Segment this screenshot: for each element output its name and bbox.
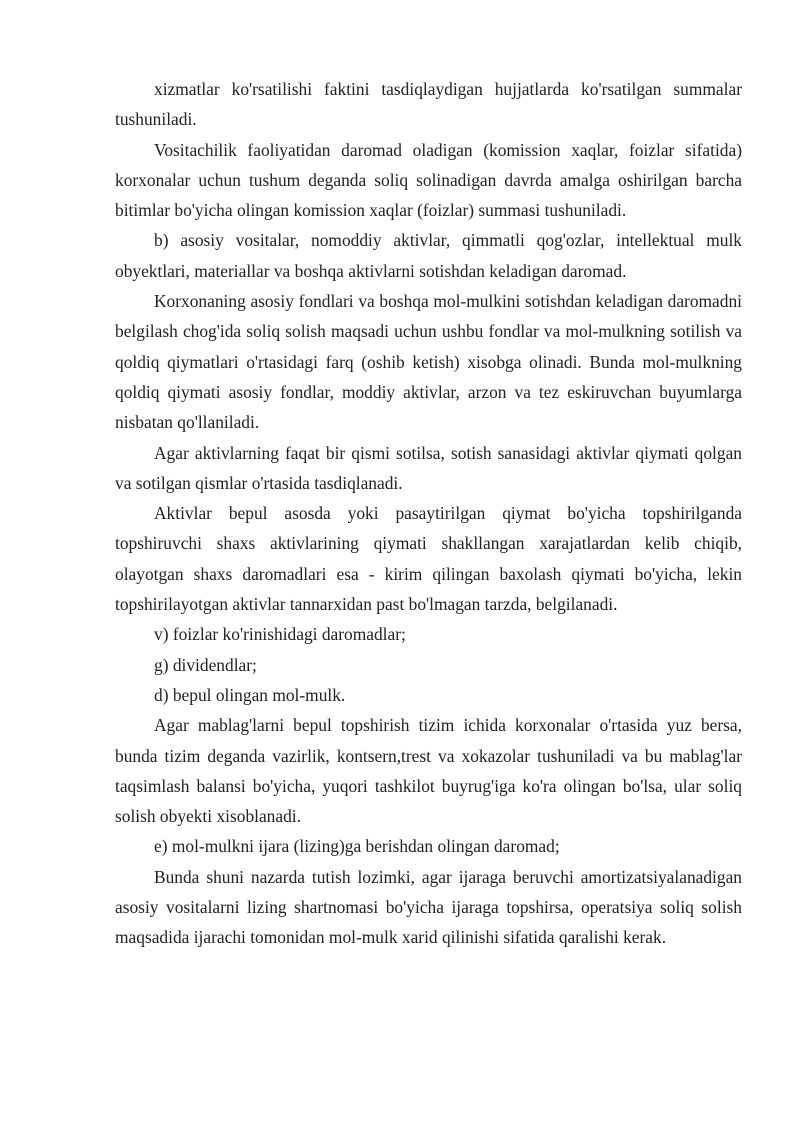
list-item-v: v) foizlar ko'rinishidagi daromadlar; [154, 624, 406, 645]
paragraph-free-transfer: Aktivlar bepul asosda yoki pasaytirilgan qiymat bo'yicha topshirilganda topshiruvchi shaxs aktivlarining qiymati shakllangan xarajatlardan kelib chiqib, olayotgan shaxs daromadlari esa - kirim qilingan baxolash qiymati bo'yicha, lekin topshirilayotgan aktivlar tannarxidan past bo'lmagan tarzda, belgilanadi. [115, 503, 742, 615]
document-page [115, 74, 742, 953]
paragraph-leasing: Bunda shuni nazarda tutish lozimki, agar ijaraga beruvchi amortizatsiyalanadigan asosiy vositalarni lizing shartnomasi bo'yicha ijaraga topshirsa, operatsiya soliq solish maqsadida ijarachi tomonidan mol-mulk xarid qilinishi sifatida qaralishi kerak. [115, 866, 742, 948]
paragraph-partial-sale: Agar aktivlarning faqat bir qismi sotilsa, sotish sanasidagi aktivlar qiymati qolgan va sotilgan qismlar o'rtasida tasdiqlanadi. [115, 442, 742, 493]
list-item-g: g) dividendlar; [154, 654, 257, 675]
list-item-e: e) mol-mulkni ijara (lizing)ga berishdan olingan daromad; [154, 836, 560, 857]
list-item-d: d) bepul olingan mol-mulk. [154, 684, 346, 705]
paragraph-system-transfer: Agar mablag'larni bepul topshirish tizim ichida korxonalar o'rtasida yuz bersa, bunda tizim deganda vazirlik, kontsern,trest va xokazolar tushuniladi va bu mablag'lar taqsimlash balansi bo'yicha, yuqori tashkilot buyrug'iga ko'ra olingan bo'lsa, ular soliq solish obyekti xisoblanadi. [115, 715, 742, 827]
paragraph-commission-revenue: Vositachilik faoliyatidan daromad oladigan (komission xaqlar, foizlar sifatida) korxonalar uchun tushum deganda soliq solinadigan davrda amalga oshirilgan barcha bitimlar bo'yicha olingan komission xaqlar (foizlar) summasi tushuniladi. [115, 139, 742, 221]
paragraph-continuation: xizmatlar ko'rsatilishi faktini tasdiqlaydigan hujjatlarda ko'rsatilgan summalar tushuniladi. [115, 79, 742, 130]
paragraph-item-b: b) asosiy vositalar, nomoddiy aktivlar, qimmatli qog'ozlar, intellektual mulk obyektlari, materiallar va boshqa aktivlarni sotishdan keladigan daromad. [115, 230, 742, 281]
paragraph-fixed-assets: Korxonaning asosiy fondlari va boshqa mol-mulkini sotishdan keladigan daromadni belgilash chog'ida soliq solish maqsadi uchun ushbu fondlar va mol-mulkning sotilish va qoldiq qiymatlari o'rtasidagi farq (oshib ketish) xisobga olinadi. Bunda mol-mulkning qoldiq qiymati asosiy fondlar, moddiy aktivlar, arzon va tez eskiruvchan buyumlarga nisbatan qo'llaniladi. [115, 291, 742, 433]
